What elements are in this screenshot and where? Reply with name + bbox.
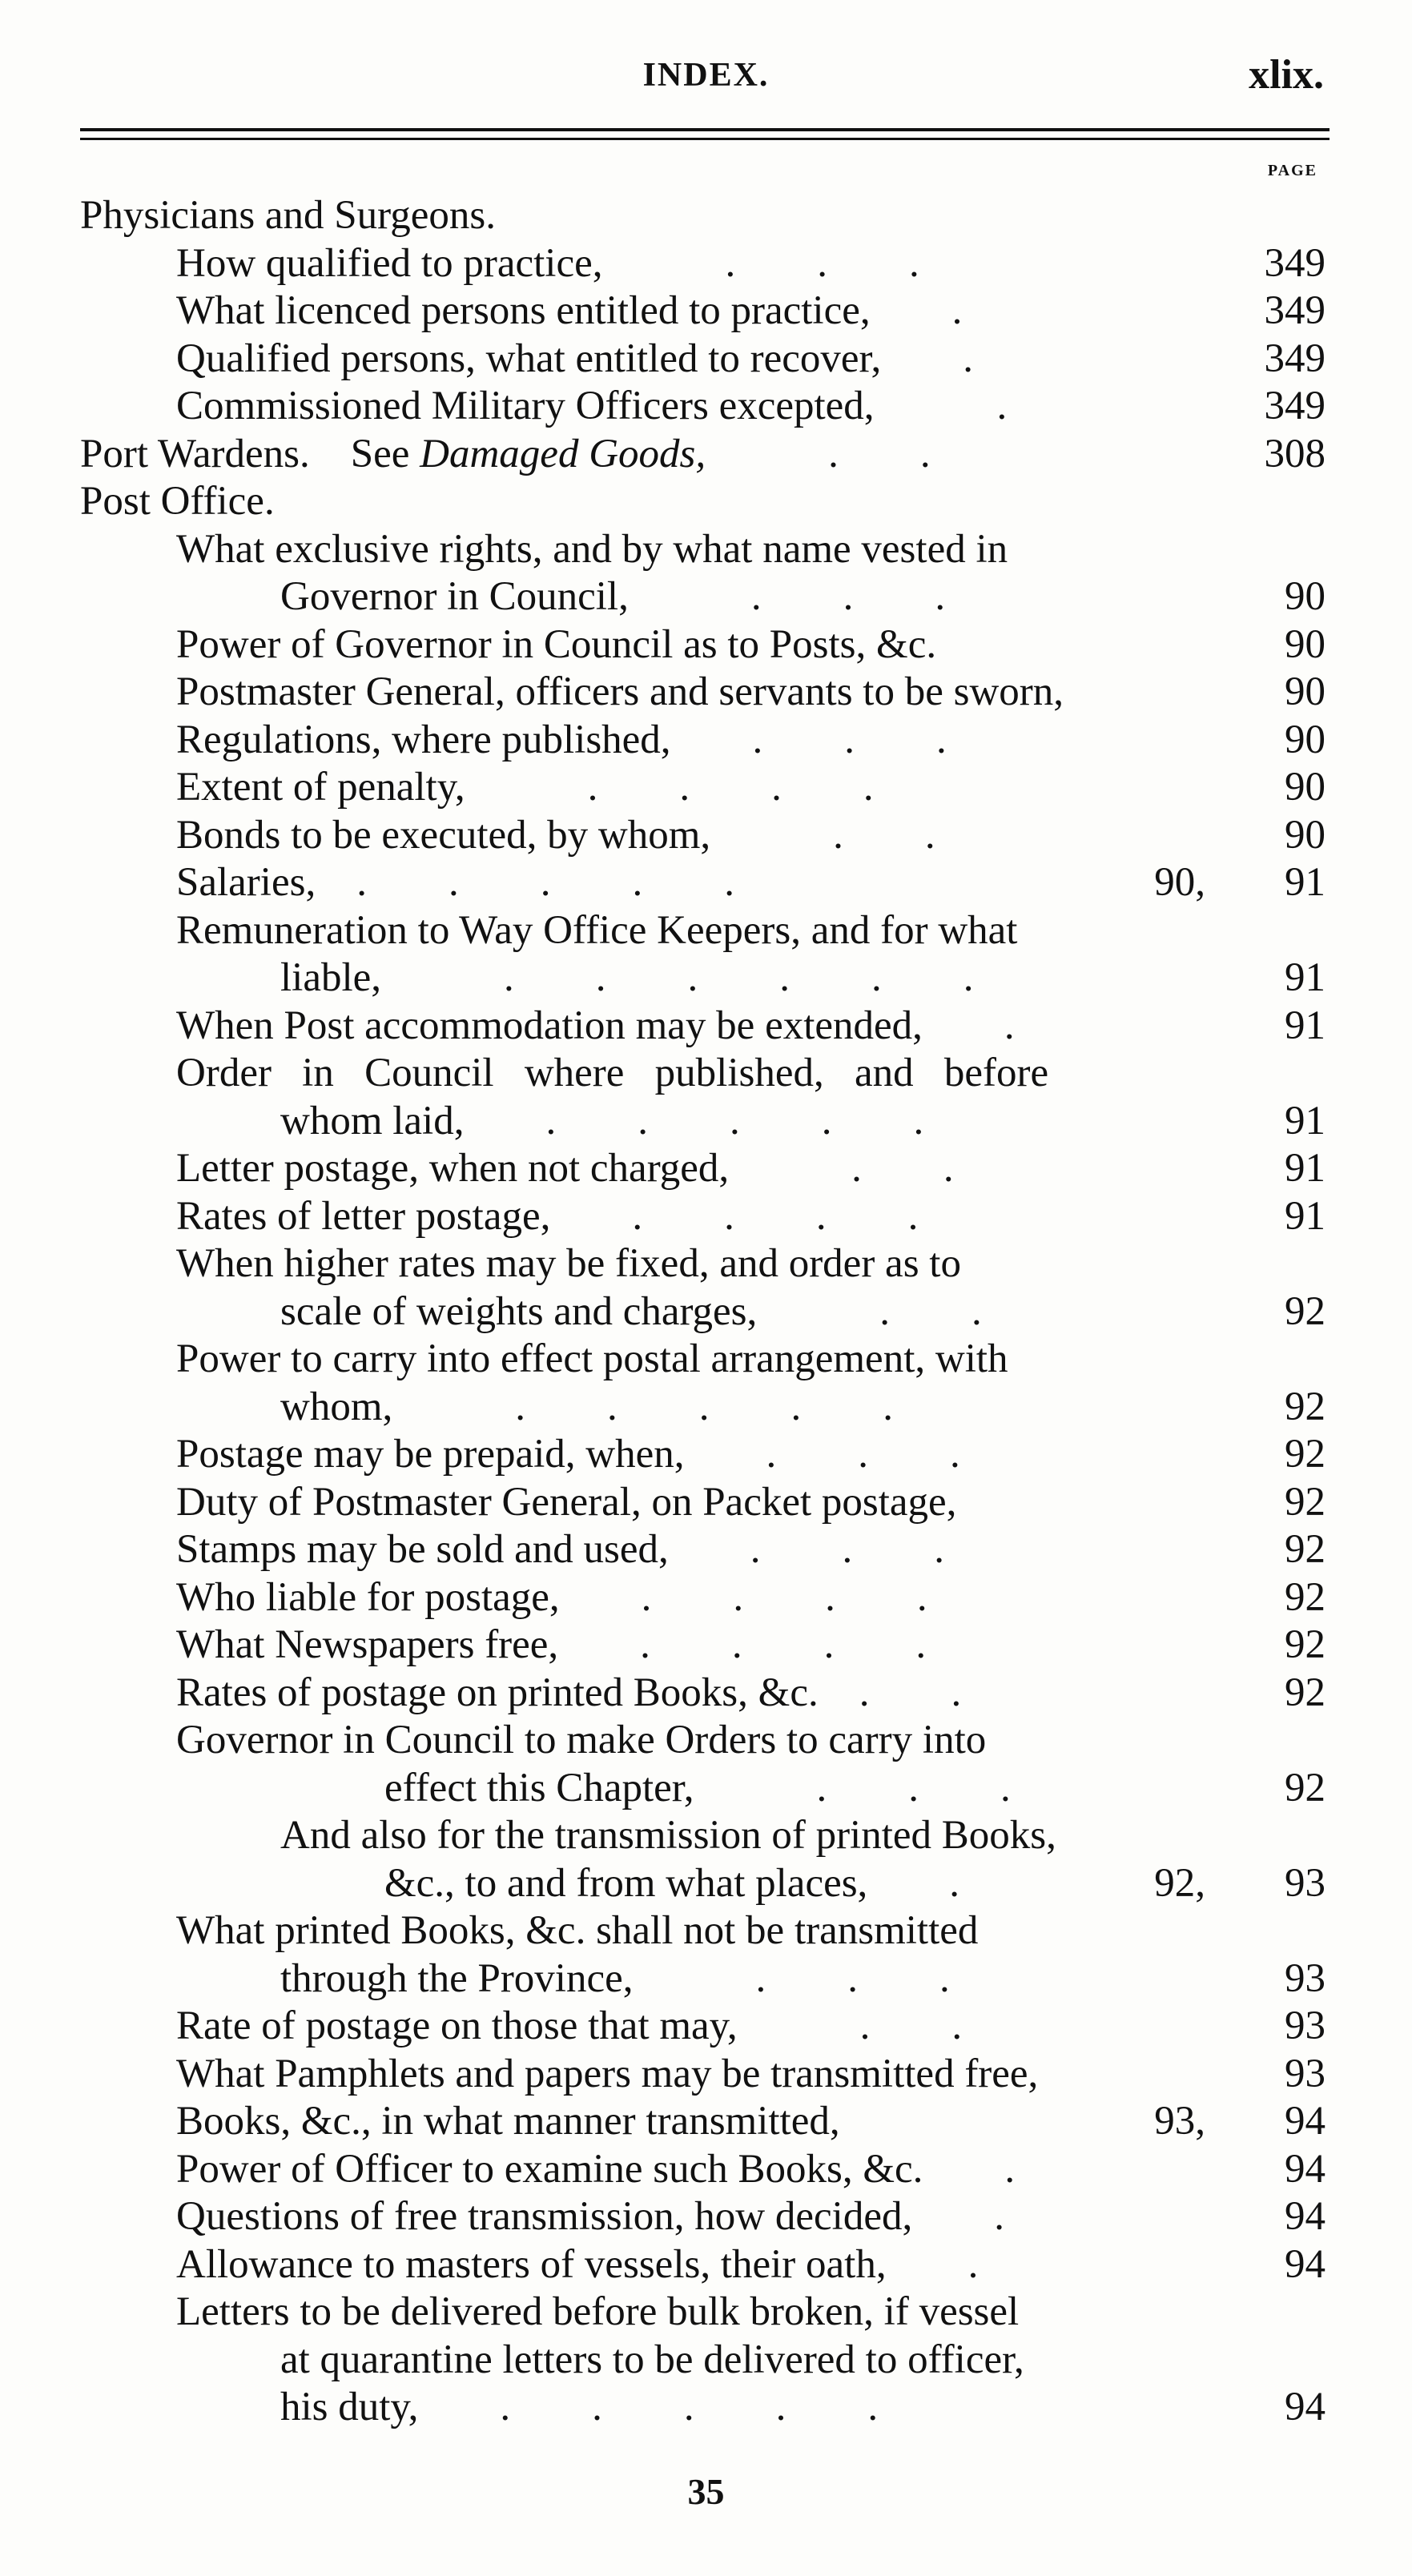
index-entry-text: Rates of letter postage, . . . .	[176, 1193, 919, 1239]
index-entry	[80, 192, 1326, 240]
index-entry-text: What Newspapers free, . . . .	[176, 1622, 927, 1667]
index-entry-text: Post Office.	[80, 479, 275, 524]
index-entry	[80, 1812, 1326, 1860]
index-entry	[80, 2289, 1326, 2432]
index-entry-text: Salaries, . . . . .	[176, 860, 734, 905]
index-entry	[80, 287, 1326, 336]
page-reference: 91	[1285, 1146, 1326, 1191]
index-entry-text: Commissioned Military Officers excepted, .	[176, 384, 1008, 428]
index-entry	[80, 1765, 1326, 1813]
index-entry	[80, 1479, 1326, 1527]
index-entry-text: Who liable for postage, . . . .	[176, 1574, 927, 1620]
index-entry-text: Rates of postage on printed Books, &c. . .	[176, 1670, 962, 1715]
page-reference: 91	[1285, 955, 1326, 1000]
page-reference: 90	[1285, 669, 1326, 714]
page-reference: 94	[1285, 2099, 1326, 2144]
index-entry	[80, 1670, 1326, 1718]
page-reference: 93,	[1154, 2099, 1205, 2144]
index-entry-text: Extent of penalty, . . . .	[176, 765, 874, 810]
index-entry-text: Books, &c., in what manner transmitted,	[176, 2099, 840, 2144]
index-entry-text: scale of weights and charges, . .	[280, 1288, 982, 1334]
page-reference: 92	[1285, 1670, 1326, 1715]
page-reference: 349	[1264, 384, 1326, 428]
page-reference: 349	[1264, 336, 1326, 381]
index-entry-text: effect this Chapter, . . .	[384, 1765, 1011, 1810]
index-entry-text: Port Wardens. See Damaged Goods, . .	[80, 431, 931, 476]
header-rule	[80, 128, 1330, 131]
index-entry-text: his duty, . . . . .	[280, 2385, 879, 2429]
index-entry-text: Questions of free transmission, how decided, .	[176, 2194, 1004, 2239]
index-entry	[80, 1193, 1326, 1241]
index-entry	[80, 383, 1326, 431]
index-entry-text: When higher rates may be fixed, and order as to	[176, 1241, 961, 1286]
index-list	[80, 192, 1326, 2432]
index-entry	[80, 669, 1326, 717]
page-reference: 93	[1285, 2051, 1326, 2096]
index-entry-text: When Post accommodation may be extended, .	[176, 1003, 1015, 1048]
page-reference: 94	[1285, 2241, 1326, 2287]
page-reference: 92	[1285, 1384, 1326, 1429]
index-entry-text: Qualified persons, what entitled to recover, .	[176, 336, 973, 381]
index-entry	[80, 859, 1326, 907]
page-reference: 91	[1285, 1003, 1326, 1048]
index-entry-text: Power to carry into effect postal arrangement, with	[176, 1336, 1008, 1381]
index-entry-text: Letters to be delivered before bulk broken, if vessel	[176, 2289, 1020, 2334]
index-entry-text: liable, . . . . . .	[280, 955, 974, 1000]
index-entry-text: And also for the transmission of printed Books,	[280, 1813, 1056, 1858]
index-entry	[80, 812, 1326, 860]
index-entry-text: through the Province, . . .	[280, 1955, 950, 2001]
index-entry-text: &c., to and from what places, .	[384, 1860, 960, 1906]
page-reference: 90	[1285, 812, 1326, 858]
index-entry-text: Bonds to be executed, by whom, . .	[176, 812, 935, 858]
page-reference: 349	[1264, 240, 1326, 286]
page-reference: 90	[1285, 621, 1326, 667]
index-entry	[80, 1145, 1326, 1193]
page-reference: 94	[1285, 2146, 1326, 2192]
page-reference: 92	[1285, 1527, 1326, 1572]
index-entry-text: Duty of Postmaster General, on Packet postage,	[176, 1479, 957, 1525]
index-entry-text: Postmaster General, officers and servants to be sworn,	[176, 669, 1064, 714]
index-entry-text: Power of Officer to examine such Books, &c. .	[176, 2146, 1016, 2192]
index-entry	[80, 1860, 1326, 1908]
running-title: INDEX.	[642, 57, 770, 94]
page-reference: 94	[1285, 2194, 1326, 2239]
index-entry	[80, 1622, 1326, 1670]
index-entry	[80, 717, 1326, 765]
index-entry	[80, 240, 1326, 288]
index-entry-text: Letter postage, when not charged, . .	[176, 1146, 954, 1191]
header-rule	[80, 138, 1330, 140]
index-entry	[80, 621, 1326, 669]
page-reference: 92	[1285, 1765, 1326, 1810]
page-reference: 91	[1285, 860, 1326, 905]
page-reference: 349	[1264, 288, 1326, 333]
index-entry	[80, 1003, 1326, 1051]
index-entry	[80, 2241, 1326, 2289]
index-entry-text: Governor in Council to make Orders to carry into	[176, 1718, 987, 1762]
index-entry	[80, 2003, 1326, 2051]
page-reference: 308	[1264, 431, 1326, 476]
index-entry-text: What licenced persons entitled to practice, .	[176, 288, 963, 333]
index-entry-text: whom, . . . . .	[280, 1384, 893, 1429]
index-entry	[80, 2193, 1326, 2241]
index-entry	[80, 764, 1326, 812]
page-reference: 92	[1285, 1622, 1326, 1667]
index-entry	[80, 478, 1326, 526]
page-reference: 90	[1285, 765, 1326, 810]
index-entry-text: at quarantine letters to be delivered to officer,	[280, 2337, 1024, 2382]
index-entry-text: Order in Council where published, and before	[176, 1051, 1049, 1095]
page-reference: 90	[1285, 717, 1326, 762]
page-reference: 90	[1285, 574, 1326, 619]
index-entry-text: How qualified to practice, . . .	[176, 240, 919, 286]
page-reference: 91	[1285, 1098, 1326, 1143]
page-reference: 93	[1285, 2003, 1326, 2048]
index-entry-text: Postage may be prepaid, when, . . .	[176, 1432, 960, 1477]
index-entry	[80, 2146, 1326, 2194]
page-reference: 92	[1285, 1574, 1326, 1620]
page-reference: 93	[1285, 1860, 1326, 1906]
index-entry	[80, 431, 1326, 479]
index-entry-text: Allowance to masters of vessels, their oath, .	[176, 2241, 979, 2287]
index-entry	[80, 336, 1326, 384]
signature-mark: 35	[687, 2471, 725, 2512]
index-entry	[80, 1240, 1326, 1336]
index-entry-text: Governor in Council, . . .	[280, 574, 946, 619]
index-entry-text: What Pamphlets and papers may be transmitted free,	[176, 2051, 1039, 2096]
index-entry-text: Physicians and Surgeons.	[80, 193, 496, 238]
page-reference: 91	[1285, 1193, 1326, 1239]
index-entry	[80, 1050, 1326, 1145]
page-reference: 90,	[1154, 860, 1205, 905]
index-entry-text: Rate of postage on those that may, . .	[176, 2003, 963, 2048]
page-reference: 92	[1285, 1432, 1326, 1477]
index-entry-text: Power of Governor in Council as to Posts, &c.	[176, 621, 937, 667]
index-entry-text: What printed Books, &c. shall not be transmitted	[176, 1908, 979, 1953]
index-entry-text: What exclusive rights, and by what name vested in	[176, 526, 1008, 572]
index-entry-text: whom laid, . . . . .	[280, 1098, 924, 1143]
index-entry	[80, 1574, 1326, 1622]
page-reference: 92	[1285, 1288, 1326, 1334]
index-entry	[80, 907, 1326, 1003]
folio-number: xlix.	[1249, 52, 1324, 98]
index-entry	[80, 2098, 1326, 2146]
page-reference: 92	[1285, 1479, 1326, 1525]
page-column-label: PAGE	[1267, 162, 1317, 179]
index-entry-text: Regulations, where published, . . .	[176, 717, 947, 762]
index-entry	[80, 1717, 1326, 1765]
page-reference: 92,	[1154, 1860, 1205, 1906]
page-reference: 93	[1285, 1955, 1326, 2001]
index-entry-text: Remuneration to Way Office Keepers, and for what	[176, 907, 1018, 953]
index-entry	[80, 1526, 1326, 1574]
index-entry-text: Stamps may be sold and used, . . .	[176, 1527, 945, 1572]
page-reference: 94	[1285, 2385, 1326, 2429]
index-entry	[80, 2051, 1326, 2099]
index-entry	[80, 1431, 1326, 1479]
index-entry	[80, 526, 1326, 621]
index-entry	[80, 1336, 1326, 1431]
index-entry	[80, 1907, 1326, 2003]
running-head	[0, 52, 1412, 112]
